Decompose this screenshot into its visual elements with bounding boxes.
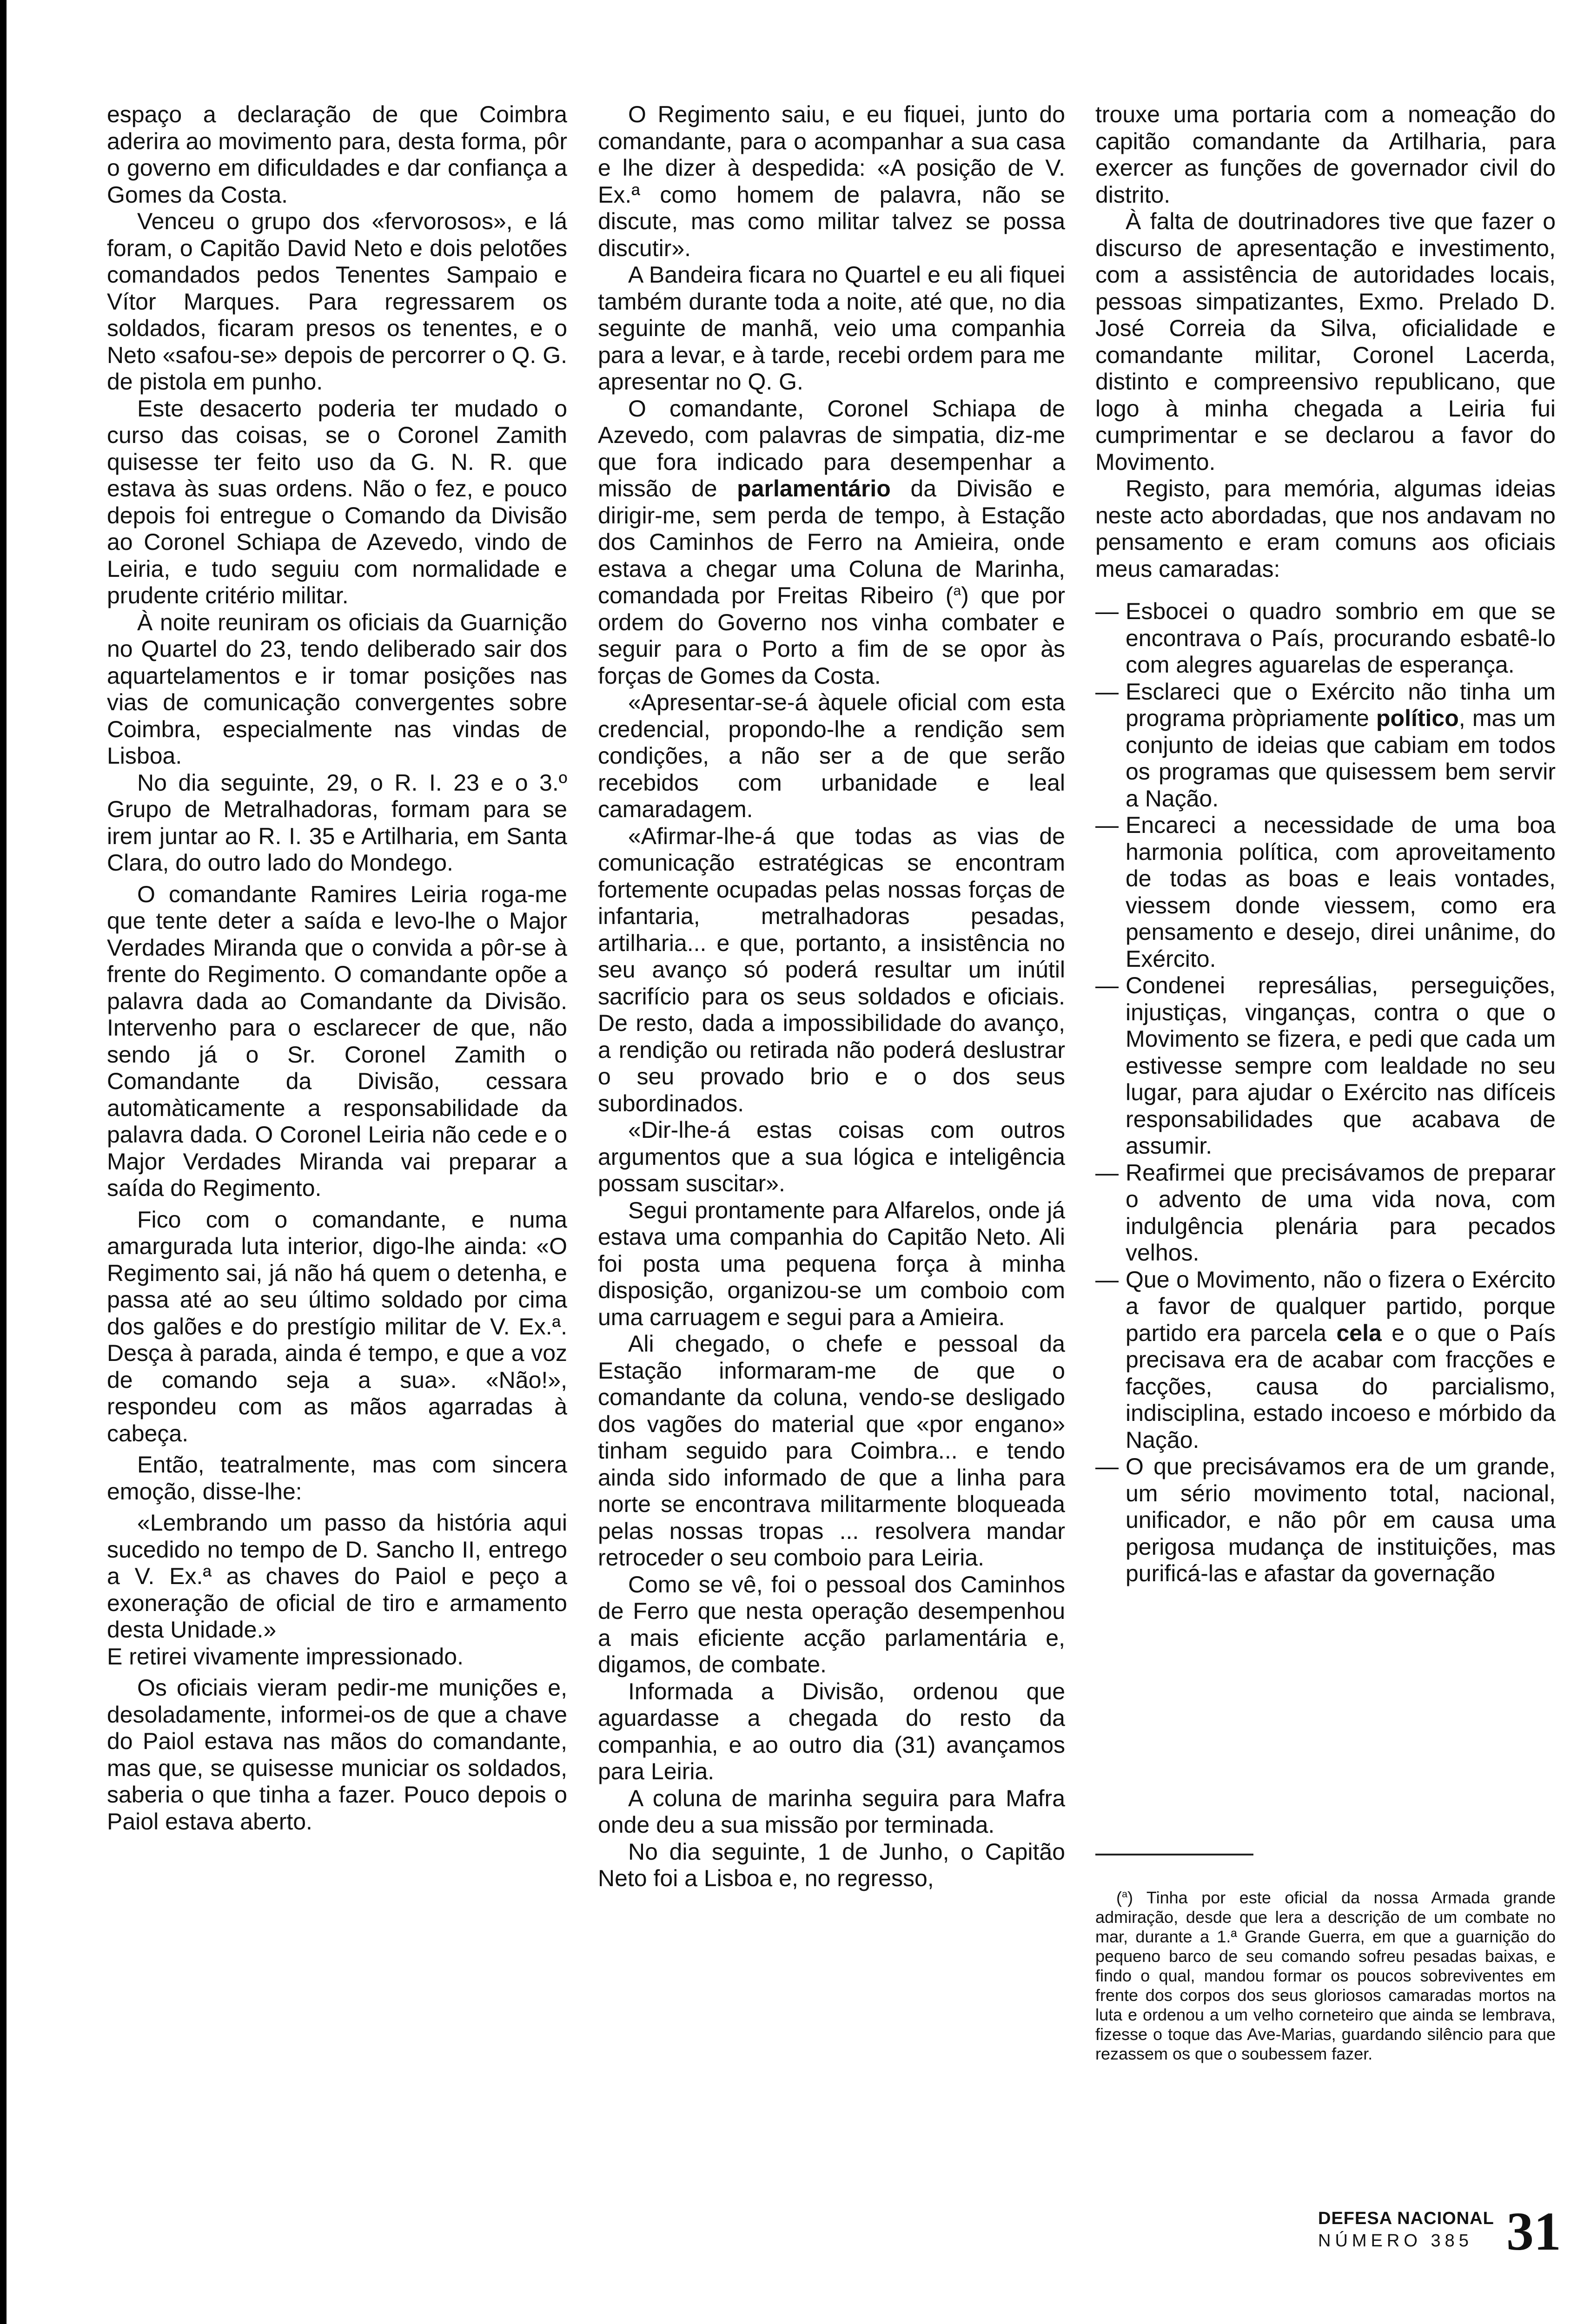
paragraph: Segui prontamente para Alfarelos, onde já estava uma companhia do Capitão Neto. Ali foi posta uma pequena força à minha disposição, organizou-se um comboio com uma carruagem e segui para a Amieira.	[598, 1197, 1065, 1330]
issue-number: NÚMERO 385	[1318, 2231, 1473, 2251]
paragraph: espaço a declaração de que Coimbra aderira ao movimento para, desta forma, pôr o governo em dificuldades e dar confiança a Gomes da Costa.	[107, 101, 567, 208]
list-item	[1126, 679, 1556, 812]
paragraph: «Afirmar-lhe-á que todas as vias de comunicação estratégicas se encontram fortemente ocupadas pelas nossas forças de infantaria, metralhadoras pesadas, artilharia... e que, portanto, a insistência no seu avanço só poderá resultar um inútil sacrifício para os seus soldados e oficiais. De resto, dada a impossibilidade do avanço, a rendição ou retirada não poderá deslustrar o seu provado brio e o dos seus subordinados.	[598, 823, 1065, 1116]
footnote	[1095, 1888, 1556, 2064]
paragraph: No dia seguinte, 29, o R. I. 23 e o 3.º Grupo de Metralhadoras, formam para se irem juntar ao R. I. 35 e Artilharia, em Santa Clara, do outro lado do Mondego.	[107, 769, 567, 876]
text-column-1	[107, 101, 567, 1835]
text-column-2	[598, 101, 1065, 1892]
list-item: — Esbocei o quadro sombrio em que se encontrava o País, procurando esbatê-lo com alegres aguarelas de esperança.	[1126, 598, 1556, 679]
list-item	[1126, 1267, 1556, 1454]
paragraph: A Bandeira ficara no Quartel e eu ali fiquei também durante toda a noite, até que, no dia seguinte de manhã, veio uma companhia para a levar, e à tarde, recebi ordem para me apresentar no Q. G.	[598, 262, 1065, 395]
paragraph: «Apresentar-se-á àquele oficial com esta credencial, propondo-lhe a rendição sem condições, a não ser a de que serão recebidos com urbanidade e leal camaradagem.	[598, 689, 1065, 822]
paragraph: Como se vê, foi o pessoal dos Caminhos de Ferro que nesta operação desempenhou a mais eficiente acção parlamentária e, digamos, de combate.	[598, 1571, 1065, 1677]
bold-term: parlamentário	[737, 475, 891, 502]
list-item-text: e o que o País precisava era de acabar com fracções e facções, causa do parcialismo, indisciplina, estado incoeso e mórbido da Nação.	[1126, 1320, 1556, 1453]
footnote-divider	[1095, 1854, 1253, 1855]
paragraph: «Dir-lhe-á estas coisas com outros argumentos que a sua lógica e inteligência possam suscitar».	[598, 1117, 1065, 1196]
page-number: 31	[1506, 2201, 1561, 2262]
footnote-text: ($^a$) Tinha por este oficial da nossa Armada grande admiração, desde que lera a descrição de um combate no mar, durante a 1.ª Grande Guerra, em que a guarnição do pequeno barco de seu comando sofreu pesadas baixas, e findo o qual, mandou formar os poucos sobreviventes em frente dos corpos dos seus gloriosos camaradas mortos na luta e ordenou a um velho corneteiro que ainda se lembrava, fizesse o toque das Ave-Marias, guardando silêncio para que rezassem os que o soubessem fazer.	[1095, 1888, 1556, 2063]
footnote-marker: a	[1122, 1888, 1128, 1900]
paragraph: À noite reuniram os oficiais da Guarnição no Quartel do 23, tendo deliberado sair dos aquartelamentos e ir tomar posições nas vias de comunicação convergentes sobre Coimbra, especialmente nas vindas de Lisboa.	[107, 609, 567, 769]
bold-term: cela	[1336, 1320, 1382, 1346]
paragraph: Fico com o comandante, e numa amargurada luta interior, digo-lhe ainda: «O Regimento sai, já não há quem o detenha, e passa até ao seu último soldado por cima dos galões e do prestígio militar de V. Ex.ª. Desça à parada, ainda é tempo, e que a voz de comando seja a sua». «Não!», respondeu com as mãos agarradas à cabeça.	[107, 1206, 567, 1446]
paragraph: Os oficiais vieram pedir-me munições e, desoladamente, informei-os de que a chave do Paiol estava nas mãos do comandante, mas que, se quisesse municiar os soldados, saberia o que tinha a fazer. Pouco depois o Paiol estava aberto.	[107, 1675, 567, 1835]
paragraph: O comandante Ramires Leiria roga-me que tente deter a saída e levo-lhe o Major Verdades Miranda que o convida a pôr-se à frente do Regimento. O comandante opõe a palavra dada ao Comandante da Divisão. Intervenho para o esclarecer de que, não sendo já o Sr. Coronel Zamith o Comandante da Divisão, cessara automàticamente a responsabilidade da palavra dada. O Coronel Leiria não cede e o Major Verdades Miranda vai preparar a saída do Regimento.	[107, 881, 567, 1201]
paragraph: E retirei vivamente impressionado.	[107, 1643, 464, 1670]
paragraph: Informada a Divisão, ordenou que aguardasse a chegada do resto da companhia, e ao outro dia (31) avançamos para Leiria.	[598, 1678, 1065, 1784]
paragraph: trouxe uma portaria com a nomeação do capitão comandante da Artilharia, para exercer as funções de governador civil do distrito.	[1095, 101, 1556, 208]
bold-term: político	[1376, 705, 1459, 731]
paragraph: Venceu o grupo dos «fervorosos», e lá foram, o Capitão David Neto e dois pelotões comandados pedos Tenentes Sampaio e Vítor Marques. Para regressarem os soldados, ficaram presos os tenentes, e o Neto «safou-se» depois de percorrer o Q. G. de pistola em punho.	[107, 208, 567, 395]
list-item: — Reafirmei que precisávamos de preparar o advento de uma vida nova, com indulgência plenária para pecados velhos.	[1126, 1160, 1556, 1267]
paragraph: No dia seguinte, 1 de Junho, o Capitão Neto foi a Lisboa e, no regresso,	[598, 1838, 1065, 1891]
list-item-text: , mas um conjunto de ideias que cabiam em todos os programas que quisessem bem servir a Nação.	[1126, 705, 1556, 812]
paragraph-text: ) que por ordem do Governo nos vinha combater e seguir para o Porto a fim de se opor às forças de Gomes da Costa.	[598, 582, 1065, 689]
paragraph: À falta de doutrinadores tive que fazer o discurso de apresentação e investimento, com a assistência de autoridades locais, pessoas simpatizantes, Exmo. Prelado D. José Correia da Silva, oficialidade e comandante militar, Coronel Lacerda, distinto e compreensivo republicano, que logo à minha chegada a Leiria fui cumprimentar e se declarou a favor do Movimento.	[1095, 208, 1556, 475]
paragraph	[598, 396, 1065, 690]
paragraph: «Lembrando um passo da história aqui sucedido no tempo de D. Sancho II, entrego a V. Ex.ª as chaves do Paiol e peço a exoneração de oficial de tiro e armamento desta Unidade.»	[107, 1510, 567, 1643]
ideas-list	[1095, 598, 1556, 1587]
scan-left-edge	[0, 0, 7, 2324]
list-item: — Encareci a necessidade de uma boa harmonia política, com aproveitamento de todas as boas e leais vontades, viessem donde viessem, como era pensamento e desejo, direi unânime, do Exército.	[1126, 812, 1556, 972]
text-column-3	[1095, 101, 1556, 1587]
paragraph: O Regimento saiu, e eu fiquei, junto do comandante, para o acompanhar a sua casa e lhe dizer à despedida: «A posição de V. Ex.ª como homem de palavra, não se discute, mas como militar talvez se possa discutir».	[598, 101, 1065, 261]
paragraph: Ali chegado, o chefe e pessoal da Estação informaram-me de que o comandante da coluna, vendo-se desligado dos vagões do material que «por engano» tinham seguido para Coimbra... e tendo ainda sido informado de que a linha para norte se encontrava militarmente bloqueada pelas nossas tropas ... resolvera mandar retroceder o seu comboio para Leiria.	[598, 1331, 1065, 1571]
list-item-text: Que o Movimento, não o fizera o Exército a favor de qualquer partido, porque partido era parcela	[1126, 1266, 1556, 1346]
paragraph: Então, teatralmente, mas com sincera emoção, disse-lhe:	[107, 1452, 567, 1505]
magazine-name: DEFESA NACIONAL	[1318, 2209, 1494, 2228]
list-item-text: Esclareci que o Exército não tinha um programa pròpriamente	[1126, 678, 1556, 731]
paragraph: Registo, para memória, algumas ideias neste acto abordadas, que nos andavam no pensamento e eram comuns aos oficiais meus camaradas:	[1095, 475, 1556, 582]
paragraph-text: da Divisão e dirigir-me, sem perda de tempo, à Estação dos Caminhos de Ferro na Amieira, onde estava a chegar uma Coluna de Marinha, comandada por Freitas Ribeiro (	[598, 475, 1065, 608]
footnote-reference: a	[953, 583, 961, 599]
paragraph-text: O comandante, Coronel Schiapa de Azevedo, com palavras de simpatia, diz-me que fora indicado para desempenhar a missão de	[598, 395, 1065, 502]
list-item: — O que precisávamos era de um grande, um sério movimento total, nacional, unificador, e não pôr em causa uma perigosa mudança de instituições, mas purificá-las e afastar da governação	[1126, 1453, 1556, 1587]
page-footer	[1318, 2201, 1561, 2264]
footnote-body: Tinha por este oficial da nossa Armada grande admiração, desde que lera a descrição de um combate no mar, durante a 1.ª Grande Guerra, em que a guarnição do pequeno barco de seu comando sofreu pesadas baixas, e findo o qual, mandou formar os poucos sobreviventes em frente dos corpos dos seus gloriosos camaradas mortos na luta e ordenou a um velho corneteiro que ainda se lembrava, fizesse o toque das Ave-Marias, guardando silêncio para que rezassem os que o soubessem fazer.	[1095, 1888, 1556, 2063]
paragraph: Este desacerto poderia ter mudado o curso das coisas, se o Coronel Zamith quisesse ter feito uso da G. N. R. que estava às suas ordens. Não o fez, e pouco depois foi entregue o Comando da Divisão ao Coronel Schiapa de Azevedo, vindo de Leiria, e tudo seguiu com normalidade e prudente critério militar.	[107, 395, 567, 608]
paragraph: A coluna de marinha seguira para Mafra onde deu a sua missão por terminada.	[598, 1785, 1065, 1838]
list-item: — Condenei represálias, perseguições, injustiças, vinganças, contra o que o Movimento se fizera, e pedi que cada um estivesse sempre com lealdade no seu lugar, para ajudar o Exército nas difíceis responsabilidades que acabava de assumir.	[1126, 972, 1556, 1160]
